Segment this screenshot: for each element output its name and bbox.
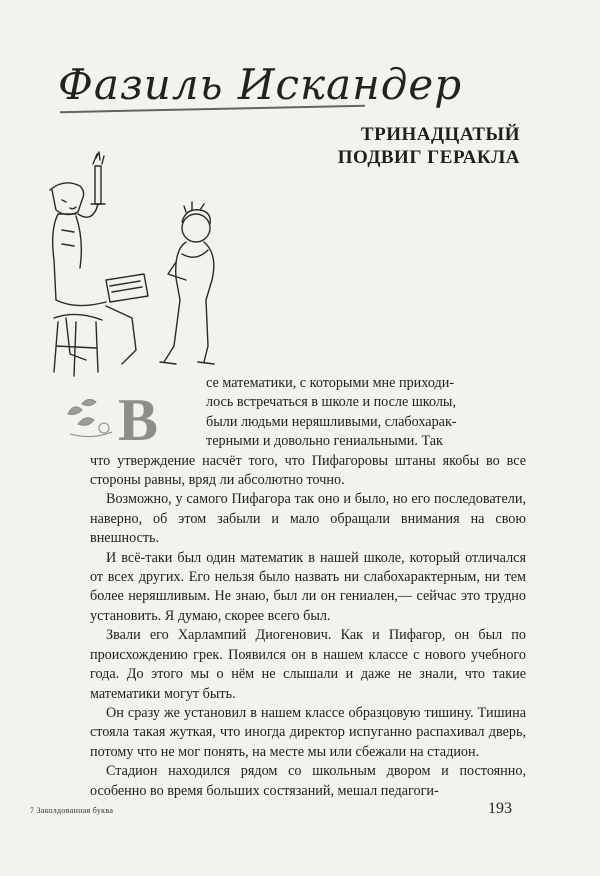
text-line: се математики, с которыми мне приходи- [206, 375, 455, 391]
dropcap-letter: В [118, 387, 159, 452]
title-line-2: ПОДВИГ ГЕРАКЛА [337, 147, 520, 168]
paragraph-1 [90, 374, 526, 490]
paragraph-1-rest: что утверждение насчёт того, что Пифагоровы штаны якобы во все стороны равны, вряд ли абсолютно точно. [90, 452, 526, 489]
text-line: терными и довольно гениальными. Так [206, 433, 443, 450]
teacher-and-boy-illustration [36, 150, 236, 385]
text-line: лось встречаться в школе и после школы, [206, 394, 457, 411]
author-name: Фазиль Искандер [58, 60, 463, 109]
dropcap-wrapped-lines [206, 374, 526, 452]
title-line-1: ТРИНАДЦАТЫЙ [360, 124, 520, 145]
paragraph-3: И всё-таки был один математик в нашей школе, который отличался от всех других. Его нельзя было назвать ни слабохарактерным, ни тем более неряшливым. Не знаю, был ли он гениален,— сейчас это трудно установить. Я думаю, скорее всего был. [90, 549, 526, 624]
paragraph-6: Стадион находился рядом со школьным двором и постоянно, особенно во время больших состязаний, мешал педагоги- [90, 763, 526, 799]
text-line: были людьми неряшливыми, слабохарак- [206, 413, 457, 430]
paragraph-4: Звали его Харлампий Диогенович. Как и Пифагор, он был по происхождению грек. Появился он в нашем классе с нового учебного года. До этого мы о нём не слышали и даже не знали, что такие математики могут быть. [90, 627, 526, 702]
story-text [90, 374, 526, 801]
page-number: 193 [488, 800, 512, 817]
paragraph-2: Возможно, у самого Пифагора так оно и было, но его последователи, наверно, об этом забыли и мало обращали внимания на свою внешность. [90, 491, 526, 547]
footer-book-title: 7 Заколдованная буква [30, 806, 114, 815]
paragraph-5: Он сразу же установил в нашем классе образцовую тишину. Тишина стояла такая жуткая, что иногда директор испуганно распахивал дверь, потому что не мог понять, на месте мы или сбежали на стадион. [90, 704, 526, 760]
story-title [338, 123, 520, 169]
